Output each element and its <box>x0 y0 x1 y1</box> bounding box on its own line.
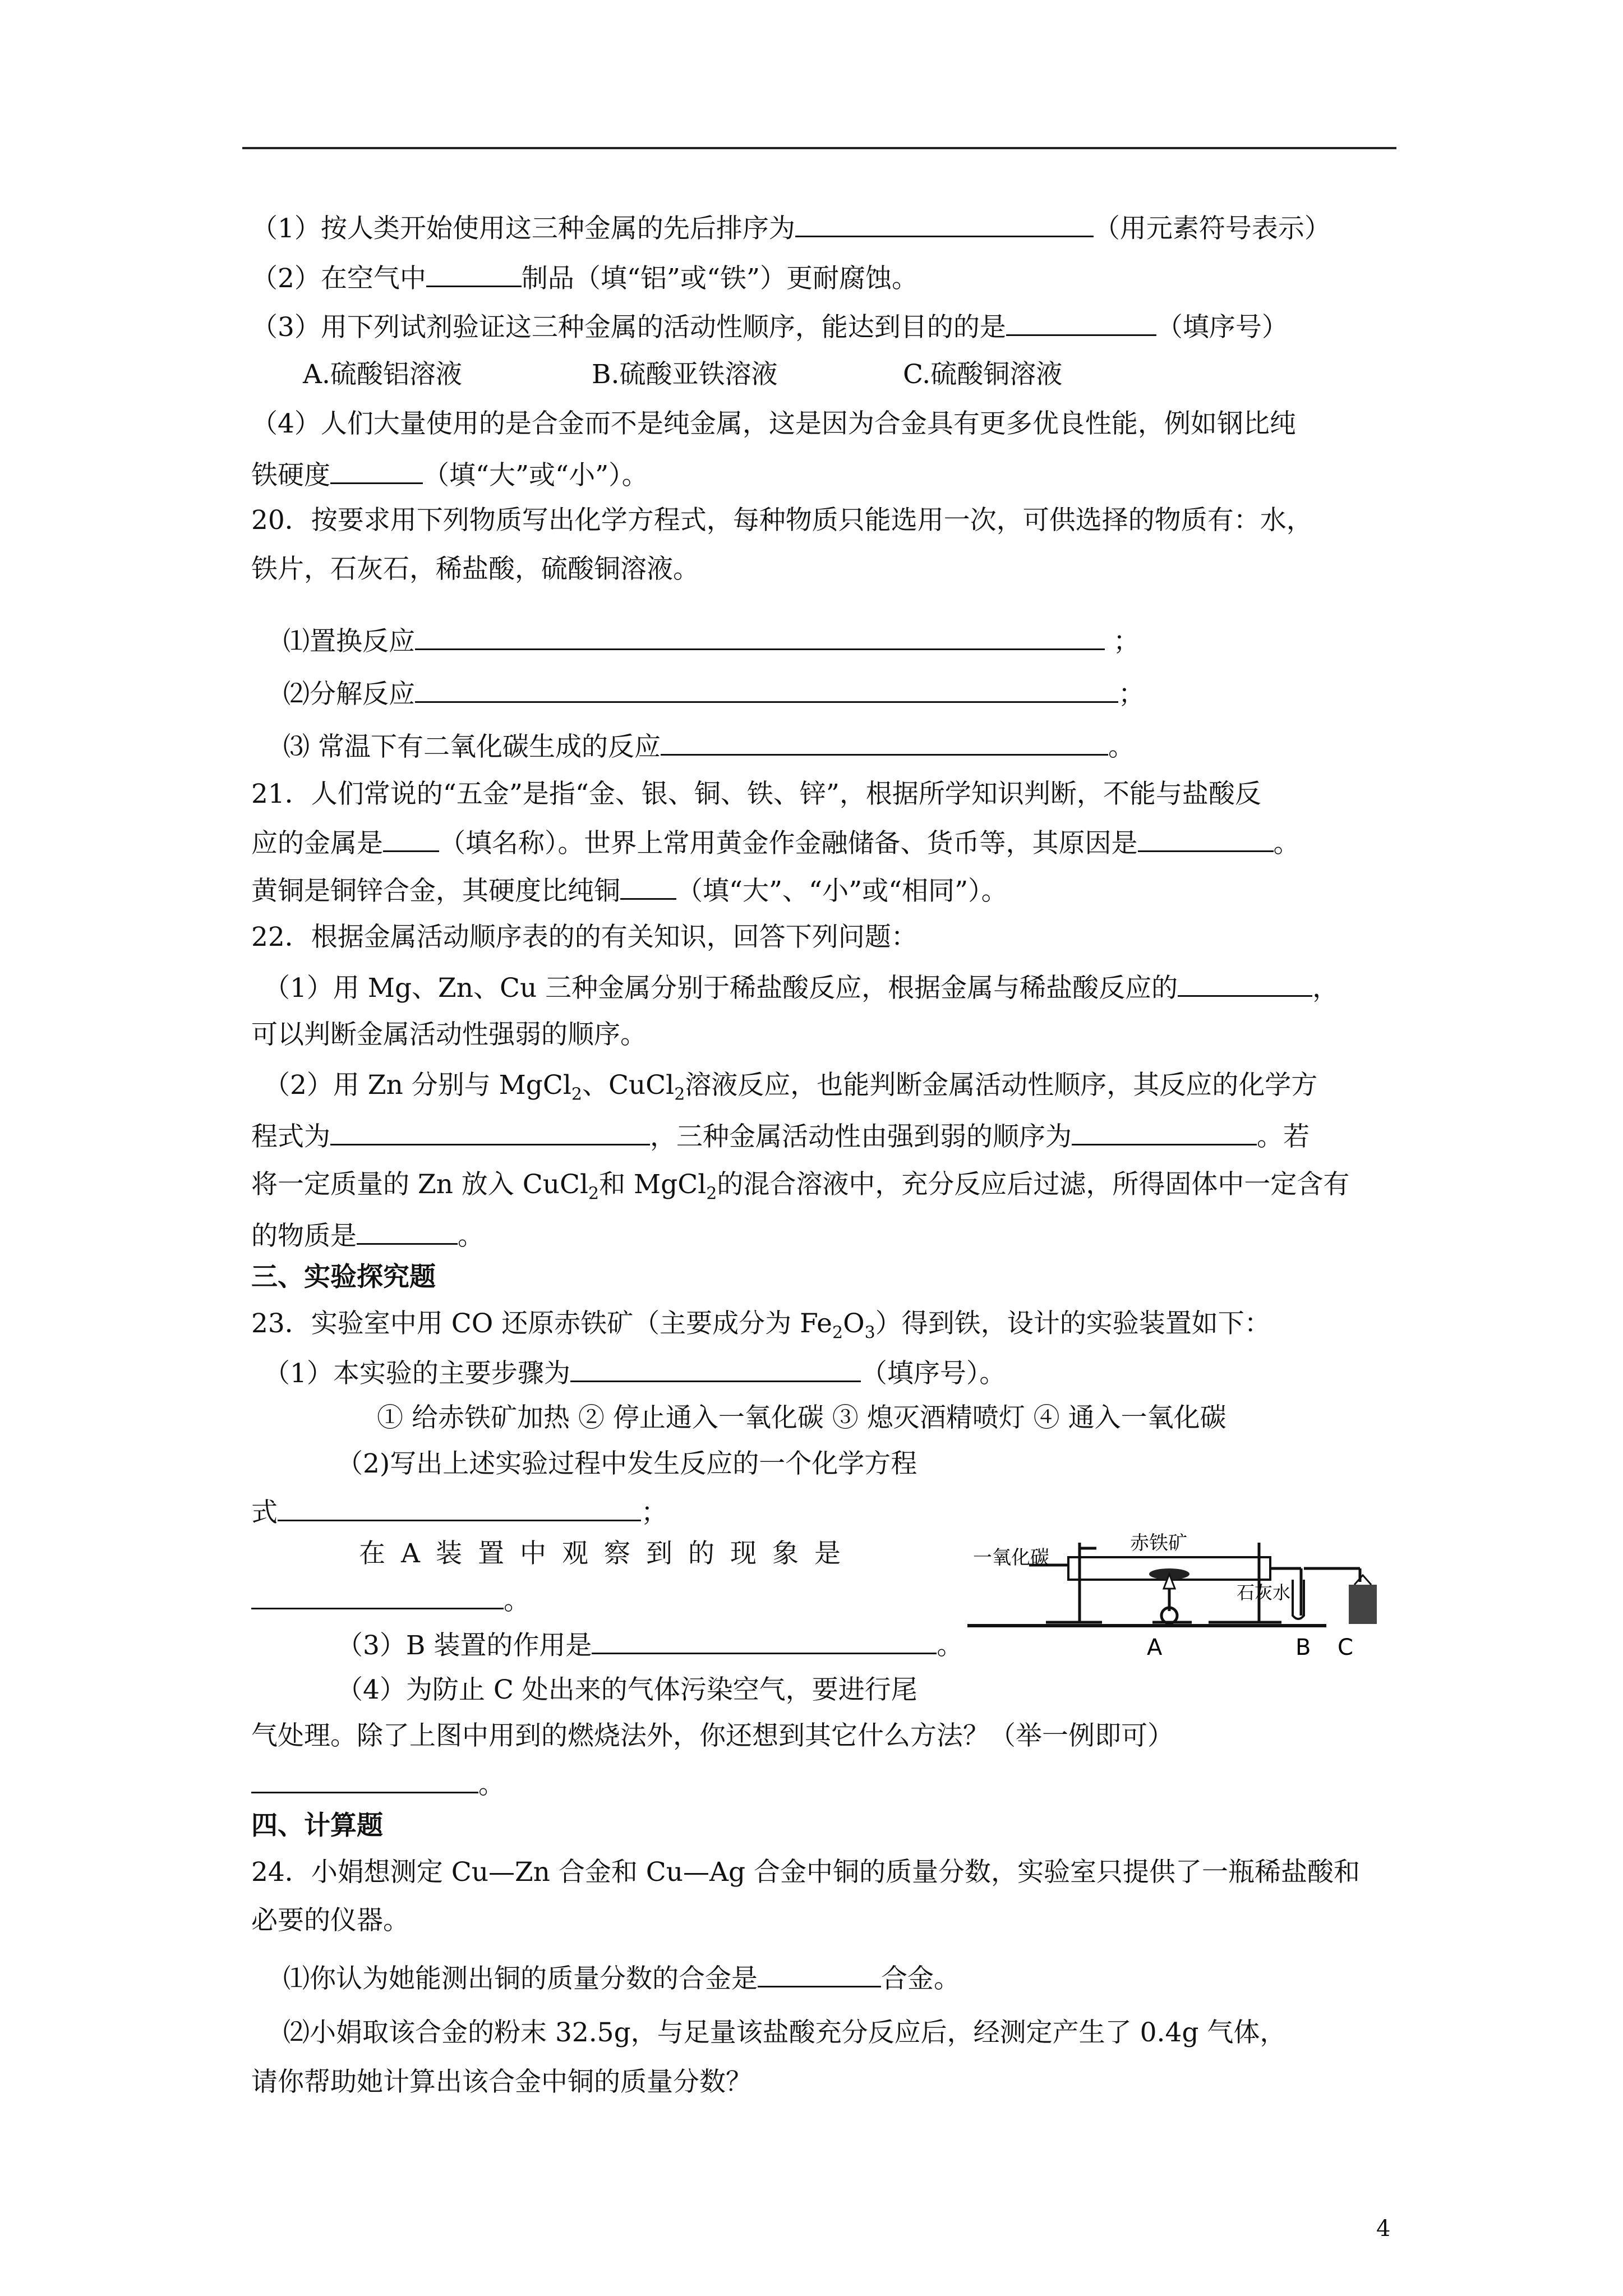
q20-c: ⑶ 常温下有二氧化碳生成的反应 。 <box>283 728 1135 764</box>
section-four-heading: 四、计算题 <box>251 1810 383 1841</box>
q19-part3: （3）用下列试剂验证这三种金属的活动性顺序，能达到目的的是 （填序号） <box>251 309 1288 344</box>
q20-b: ⑵分解反应 ； <box>283 675 1145 711</box>
answer-blank[interactable] <box>330 1118 650 1145</box>
q19-option-a: A.硫酸铝溶液 <box>303 359 462 390</box>
answer-blank[interactable] <box>278 1494 641 1521</box>
q23-part3: （3）B 装置的作用是 。 <box>336 1627 963 1663</box>
q24-line2: 必要的仪器。 <box>251 1905 409 1936</box>
answer-blank[interactable] <box>1138 825 1274 852</box>
q19-option-c: C.硫酸铜溶液 <box>903 359 1063 390</box>
answer-blank[interactable] <box>758 1960 881 1987</box>
answer-blank[interactable] <box>592 1627 937 1654</box>
label-iron-ore: 赤铁矿 <box>1130 1532 1187 1554</box>
q24-part2-line2: 请你帮助她计算出该合金中铜的质量分数？ <box>251 2067 752 2097</box>
label-co: 一氧化碳 <box>973 1547 1049 1569</box>
q24-part2-line1: ⑵小娟取该合金的粉末 32.5g，与足量该盐酸充分反应后，经测定产生了 0.4g 气体， <box>283 2017 1287 2048</box>
q23-line1: 23．实验室中用 CO 还原赤铁矿（主要成分为 $Fe_2O_3$）得到铁，设计的实验装置如下： <box>251 1308 1271 1343</box>
label-limewater: 石灰水 <box>1237 1582 1291 1603</box>
answer-blank[interactable] <box>1072 1118 1257 1145</box>
q19-part4-line2: 铁硬度 （填“大”或“小”）。 <box>251 457 648 493</box>
q20-line2: 铁片，石灰石，稀盐酸，硫酸铜溶液。 <box>251 554 699 585</box>
q23-part4-line3: 。 <box>251 1766 505 1802</box>
q23-part2-line3: 在A装置中观察到的现象是 <box>359 1538 856 1569</box>
page-number: 4 <box>1376 2216 1391 2242</box>
answer-blank[interactable] <box>330 457 423 484</box>
answer-blank[interactable] <box>251 1766 478 1793</box>
q24-part1: ⑴你认为她能测出铜的质量分数的合金是 合金。 <box>283 1960 960 1996</box>
q20-line1: 20．按要求用下列物质写出化学方程式，每种物质只能选用一次，可供选择的物质有：水， <box>251 505 1313 536</box>
q21-line1: 21．人们常说的“五金”是指“金、银、铜、铁、锌”，根据所学知识判断，不能与盐酸反 <box>251 779 1261 809</box>
answer-blank[interactable] <box>426 260 522 287</box>
q21-line2: 应的金属是 （填名称）。世界上常用黄金作金融储备、货币等，其原因是 。 <box>251 825 1300 861</box>
answer-blank[interactable] <box>251 1582 504 1609</box>
q19-part1: （1）按人类开始使用这三种金属的先后排序为 （用元素符号表示） <box>251 210 1331 246</box>
header-rule <box>242 147 1396 149</box>
q22-line1: 22．根据金属活动顺序表的的有关知识，回答下列问题： <box>251 922 917 953</box>
q23-part1: （1）本实验的主要步骤为 （填序号）。 <box>264 1355 1006 1391</box>
q19-part4-line1: （4）人们大量使用的是合金而不是纯金属，这是因为合金具有更多优良性能，例如钢比纯 <box>251 408 1296 439</box>
answer-blank[interactable] <box>620 872 676 900</box>
answer-blank[interactable] <box>383 825 439 852</box>
answer-blank[interactable] <box>661 728 1108 756</box>
q22-part2-line4: 的物质是 。 <box>251 1217 484 1253</box>
q23-part2-line4: 。 <box>251 1582 530 1618</box>
q19-option-b: B.硫酸亚铁溶液 <box>592 359 778 390</box>
answer-blank[interactable] <box>415 675 1118 703</box>
q23-steps: ① 给赤铁矿加热 ② 停止通入一氧化碳 ③ 熄灭酒精喷灯 ④ 通入一氧化碳 <box>377 1402 1227 1433</box>
q22-part1-line2: 可以判断金属活动性强弱的顺序。 <box>251 1019 647 1050</box>
label-c: C <box>1338 1635 1353 1660</box>
q22-part2-line2: 程式为 ，三种金属活动性由强到弱的顺序为 。若 <box>251 1118 1310 1154</box>
q21-line3: 黄铜是铜锌合金，其硬度比纯铜 （填“大”、“小”或“相同”）。 <box>251 872 1008 908</box>
alcohol-lamp-c <box>1349 1585 1377 1624</box>
answer-blank[interactable] <box>357 1217 458 1245</box>
q22-part2-line1: （2）用 Zn 分别与 MgCl$_2$、CuCl$_2$溶液反应，也能判断金属活动性顺序，其反应的化学方 <box>264 1070 1318 1105</box>
q22-part1: （1）用 Mg、Zn、Cu 三种金属分别于稀盐酸反应，根据金属与稀盐酸反应的 ， <box>264 969 1339 1005</box>
answer-blank[interactable] <box>1006 309 1156 336</box>
q23-part2-line1: （2)写出上述实验过程中发生反应的一个化学方程 <box>336 1448 917 1479</box>
answer-blank[interactable] <box>415 623 1105 650</box>
section-three-heading: 三、实验探究题 <box>251 1262 436 1292</box>
q23-part2-line2: 式 ； <box>251 1494 667 1530</box>
answer-blank[interactable] <box>795 210 1094 237</box>
q23-part4-line1: （4）为防止 C 处出来的气体污染空气，要进行尾 <box>336 1674 917 1705</box>
q20-a: ⑴置换反应 ； <box>283 623 1140 659</box>
label-a: A <box>1147 1635 1163 1660</box>
q22-part2-line3: 将一定质量的 Zn 放入 CuCl$_2$和 MgCl$_2$的混合溶液中，充分反应后过滤，所得固体中一定含有 <box>251 1169 1350 1204</box>
co-reduction-apparatus-figure <box>970 414 1385 605</box>
answer-blank[interactable] <box>570 1355 861 1382</box>
answer-blank[interactable] <box>1178 969 1312 997</box>
q24-line1: 24．小娟想测定 Cu—Zn 合金和 Cu—Ag 合金中铜的质量分数，实验室只提供了一瓶稀盐酸和 <box>251 1857 1360 1888</box>
q19-part2: （2）在空气中 制品（填“铝”或“铁”）更耐腐蚀。 <box>251 260 918 296</box>
experiment-apparatus-diagram <box>967 1447 1382 1694</box>
q23-part4-line2: 气处理。除了上图中用到的燃烧法外，你还想到其它什么方法？（举一例即可） <box>251 1720 1174 1751</box>
label-b: B <box>1295 1635 1311 1660</box>
